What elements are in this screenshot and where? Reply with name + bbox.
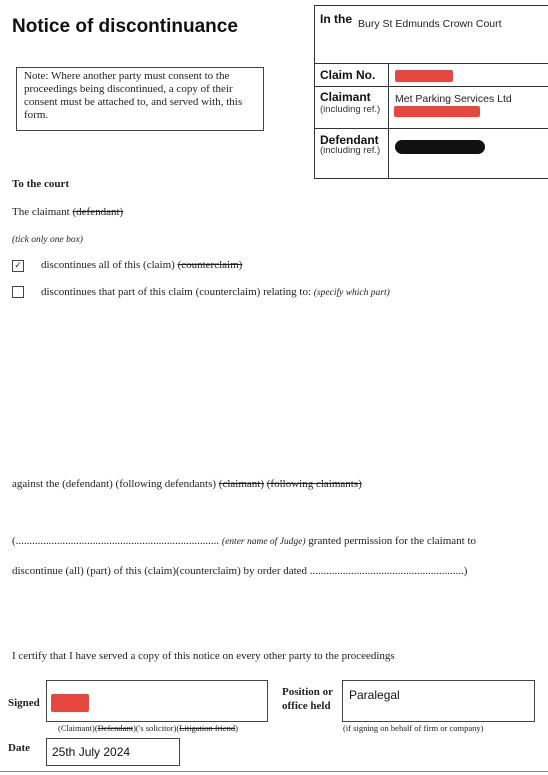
claimant-value[interactable]: Met Parking Services Ltd xyxy=(395,93,512,105)
certify-statement: I certify that I have served a copy of this notice on every other party to the proceedings xyxy=(12,650,395,662)
claim-no-row xyxy=(315,64,548,87)
to-the-court-heading: To the court xyxy=(12,178,70,190)
claimant-line-struck: (defendant) xyxy=(72,206,124,218)
bottom-rule xyxy=(0,771,548,772)
position-field[interactable] xyxy=(342,680,535,722)
option-all-text: discontinues all of this (claim) xyxy=(41,259,175,271)
claimant-line xyxy=(12,206,123,218)
claimant-row xyxy=(315,87,548,129)
defendant-blackout xyxy=(395,140,485,154)
court-details-box xyxy=(314,5,548,179)
position-label-line1: Position or xyxy=(282,686,334,698)
judge-text: granted permission for the claimant to xyxy=(308,535,476,547)
claimant-ref-redaction xyxy=(394,106,480,117)
option-all-label xyxy=(41,259,242,271)
defendant-label: Defendant xyxy=(320,133,379,147)
signature-field[interactable] xyxy=(46,680,268,722)
date-field[interactable] xyxy=(46,738,180,766)
discontinue-line: discontinue (all) (part) of this (claim)(counterclaim) by order dated ........................................................) xyxy=(12,565,468,577)
date-value: 25th July 2024 xyxy=(52,745,131,759)
signed-caption-part2: )('s solicitor)( xyxy=(133,723,180,733)
form-title: Notice of discontinuance xyxy=(12,16,238,37)
option-part-text: discontinues that part of this claim (counterclaim) relating to: xyxy=(41,286,312,298)
position-value: Paralegal xyxy=(349,688,400,702)
signed-caption xyxy=(58,723,238,733)
judge-dots: (.......................................................................... xyxy=(12,535,220,547)
signed-label: Signed xyxy=(8,697,40,709)
option-all-checkbox[interactable]: ✓ xyxy=(12,260,24,272)
defendant-ref-hint: (including ref.) xyxy=(320,145,381,156)
signed-caption-struck-friend: Litigation friend xyxy=(179,723,236,733)
claimant-label: Claimant xyxy=(320,90,371,104)
against-struck-claimants: (following claimants) xyxy=(266,478,362,490)
option-part-label xyxy=(41,286,390,298)
signed-caption-struck-defendant: Defendant xyxy=(97,723,134,733)
against-text: against the (defendant) (following defendants) xyxy=(12,478,217,490)
position-label-line2: office held xyxy=(282,700,331,712)
option-part-checkbox[interactable] xyxy=(12,286,24,298)
signed-caption-part1: (Claimant)( xyxy=(58,723,98,733)
in-the-row xyxy=(315,6,548,64)
option-all-struck: (counterclaim) xyxy=(177,259,243,271)
tick-hint: (tick only one box) xyxy=(12,235,83,245)
signed-caption-part3: ) xyxy=(235,723,239,733)
date-label: Date xyxy=(8,742,30,754)
judge-hint: (enter name of Judge) xyxy=(221,537,306,547)
consent-note: Note: Where another party must consent to the proceedings being discontinued, a copy of their consent must be attached to, and served with, this form. xyxy=(16,67,264,131)
against-line xyxy=(12,478,362,490)
claim-no-label: Claim No. xyxy=(320,68,376,82)
in-the-label: In the xyxy=(320,12,352,26)
claim-no-redaction xyxy=(395,70,453,82)
claimant-ref-hint: (including ref.) xyxy=(320,104,381,115)
claimant-line-text: The claimant xyxy=(12,206,70,218)
option-part-hint: (specify which part) xyxy=(313,288,390,298)
signature-redaction xyxy=(51,694,89,712)
judge-line xyxy=(12,535,476,547)
defendant-row xyxy=(315,129,548,178)
position-label xyxy=(282,685,333,713)
position-caption: (if signing on behalf of firm or company) xyxy=(343,723,484,733)
court-name[interactable]: Bury St Edmunds Crown Court xyxy=(358,18,502,30)
against-struck-claimant: (claimant) xyxy=(218,478,264,490)
